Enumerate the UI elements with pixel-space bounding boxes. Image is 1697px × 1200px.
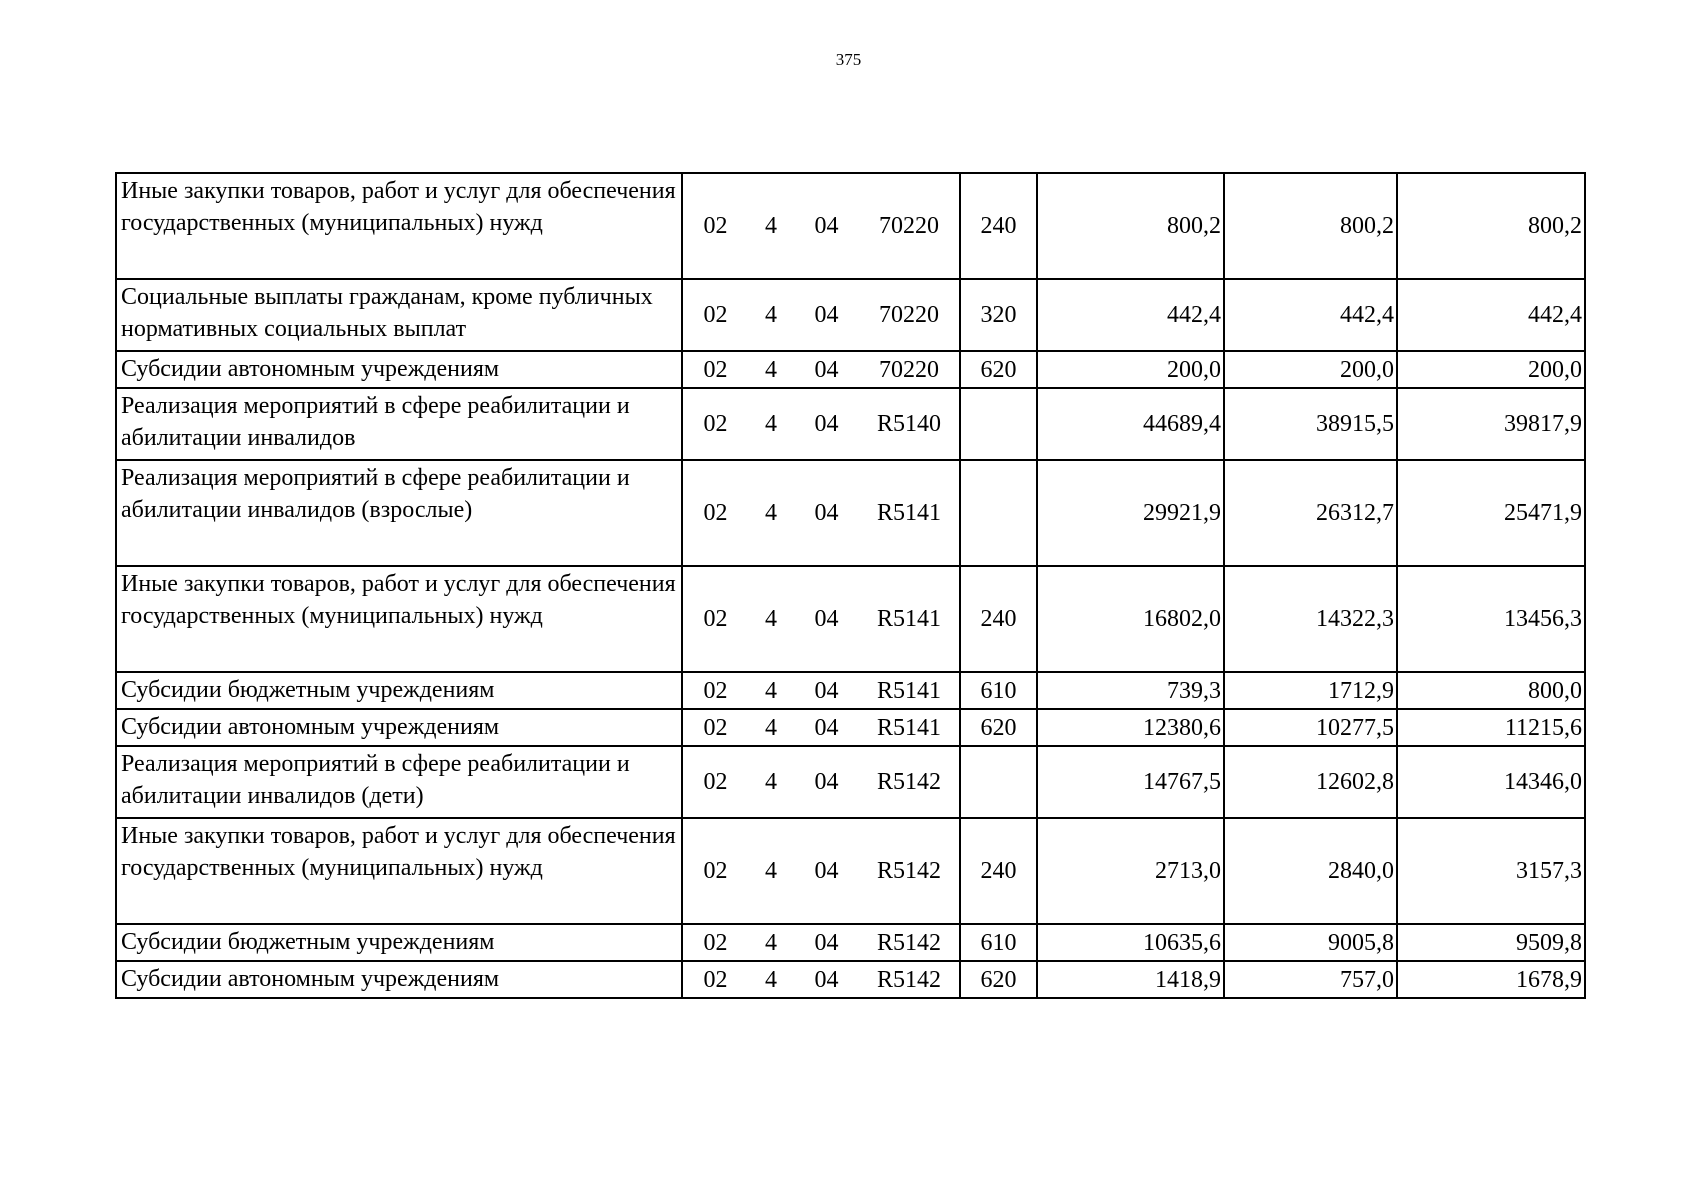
code-main-event: 04 xyxy=(814,356,839,383)
code-cell xyxy=(682,388,960,460)
code-direction: R5141 xyxy=(876,606,941,632)
value-year1-cell: 200,0 xyxy=(1037,351,1224,388)
code-program: 02 xyxy=(703,606,728,632)
value-year3-cell: 3157,3 xyxy=(1397,818,1585,924)
value-year2-cell: 1712,9 xyxy=(1224,672,1397,709)
value-year2-cell: 10277,5 xyxy=(1224,709,1397,746)
code-cell xyxy=(682,672,960,709)
value-year2-cell: 200,0 xyxy=(1224,351,1397,388)
code-program: 02 xyxy=(703,929,728,956)
table-row xyxy=(116,672,1585,709)
code-program: 02 xyxy=(703,966,728,993)
table-row xyxy=(116,388,1585,460)
code-main-event: 04 xyxy=(814,500,839,526)
expense-type-cell: 620 xyxy=(960,351,1037,388)
expense-type-cell: 620 xyxy=(960,709,1037,746)
budget-table xyxy=(115,172,1586,999)
expense-type-cell: 610 xyxy=(960,924,1037,961)
table-row xyxy=(116,279,1585,351)
row-name-cell: Субсидии автономным учреждениям xyxy=(116,961,682,998)
value-year2-cell: 38915,5 xyxy=(1224,388,1397,460)
row-name-cell: Субсидии бюджетным учреждениям xyxy=(116,672,682,709)
value-year1-cell: 2713,0 xyxy=(1037,818,1224,924)
row-name-cell: Субсидии автономным учреждениям xyxy=(116,351,682,388)
code-direction: 70220 xyxy=(879,302,939,328)
value-year2-cell: 26312,7 xyxy=(1224,460,1397,566)
code-cell xyxy=(682,173,960,279)
value-year1-cell: 739,3 xyxy=(1037,672,1224,709)
value-year1-cell: 29921,9 xyxy=(1037,460,1224,566)
code-direction: R5142 xyxy=(876,769,941,795)
code-main-event: 04 xyxy=(814,929,839,956)
code-program: 02 xyxy=(703,213,728,239)
value-year3-cell: 14346,0 xyxy=(1397,746,1585,818)
expense-type-cell: 240 xyxy=(960,818,1037,924)
value-year3-cell: 25471,9 xyxy=(1397,460,1585,566)
table-row xyxy=(116,351,1585,388)
code-direction: R5141 xyxy=(876,677,941,704)
code-main-event: 04 xyxy=(814,858,839,884)
row-name-cell: Реализация мероприятий в сфере реабилитации и абилитации инвалидов (дети) xyxy=(116,746,682,818)
value-year3-cell: 800,0 xyxy=(1397,672,1585,709)
row-name-cell: Субсидии бюджетным учреждениям xyxy=(116,924,682,961)
value-year2-cell: 757,0 xyxy=(1224,961,1397,998)
code-cell xyxy=(682,961,960,998)
value-year3-cell: 442,4 xyxy=(1397,279,1585,351)
code-cell xyxy=(682,709,960,746)
code-main-event: 04 xyxy=(814,966,839,993)
value-year2-cell: 14322,3 xyxy=(1224,566,1397,672)
code-direction: R5142 xyxy=(876,858,941,884)
value-year1-cell: 10635,6 xyxy=(1037,924,1224,961)
code-direction: R5142 xyxy=(876,966,941,993)
code-cell xyxy=(682,924,960,961)
value-year1-cell: 442,4 xyxy=(1037,279,1224,351)
code-subprogram: 4 xyxy=(765,858,777,884)
code-subprogram: 4 xyxy=(765,606,777,632)
table-row xyxy=(116,566,1585,672)
row-name-cell: Реализация мероприятий в сфере реабилитации и абилитации инвалидов xyxy=(116,388,682,460)
page-number: 375 xyxy=(835,50,862,69)
value-year2-cell: 800,2 xyxy=(1224,173,1397,279)
code-cell xyxy=(682,460,960,566)
code-program: 02 xyxy=(703,500,728,526)
row-name-cell: Иные закупки товаров, работ и услуг для обеспечения государственных (муниципальных) нужд xyxy=(116,566,682,672)
code-main-event: 04 xyxy=(814,213,839,239)
table-row xyxy=(116,961,1585,998)
code-main-event: 04 xyxy=(814,411,839,437)
expense-type-cell: 240 xyxy=(960,566,1037,672)
table-row xyxy=(116,746,1585,818)
code-program: 02 xyxy=(703,411,728,437)
code-subprogram: 4 xyxy=(765,677,777,704)
code-program: 02 xyxy=(703,302,728,328)
code-direction: R5140 xyxy=(876,411,941,437)
code-subprogram: 4 xyxy=(765,302,777,328)
value-year3-cell: 800,2 xyxy=(1397,173,1585,279)
table-row xyxy=(116,709,1585,746)
value-year1-cell: 800,2 xyxy=(1037,173,1224,279)
code-subprogram: 4 xyxy=(765,929,777,956)
code-main-event: 04 xyxy=(814,769,839,795)
code-subprogram: 4 xyxy=(765,769,777,795)
expense-type-cell: 240 xyxy=(960,173,1037,279)
value-year3-cell: 13456,3 xyxy=(1397,566,1585,672)
code-program: 02 xyxy=(703,769,728,795)
code-direction: R5142 xyxy=(876,929,941,956)
code-program: 02 xyxy=(703,677,728,704)
value-year2-cell: 442,4 xyxy=(1224,279,1397,351)
code-subprogram: 4 xyxy=(765,500,777,526)
table-row xyxy=(116,173,1585,279)
expense-type-cell xyxy=(960,460,1037,566)
row-name-cell: Иные закупки товаров, работ и услуг для обеспечения государственных (муниципальных) нужд xyxy=(116,818,682,924)
value-year3-cell: 9509,8 xyxy=(1397,924,1585,961)
code-direction: R5141 xyxy=(876,500,941,526)
code-program: 02 xyxy=(703,714,728,741)
value-year2-cell: 12602,8 xyxy=(1224,746,1397,818)
value-year2-cell: 9005,8 xyxy=(1224,924,1397,961)
table-row xyxy=(116,924,1585,961)
table-row xyxy=(116,818,1585,924)
expense-type-cell: 320 xyxy=(960,279,1037,351)
code-direction: 70220 xyxy=(879,213,939,239)
value-year3-cell: 200,0 xyxy=(1397,351,1585,388)
code-cell xyxy=(682,566,960,672)
row-name-cell: Иные закупки товаров, работ и услуг для обеспечения государственных (муниципальных) нужд xyxy=(116,173,682,279)
code-subprogram: 4 xyxy=(765,966,777,993)
value-year3-cell: 11215,6 xyxy=(1397,709,1585,746)
expense-type-cell: 610 xyxy=(960,672,1037,709)
code-direction: 70220 xyxy=(879,356,939,383)
table-row xyxy=(116,460,1585,566)
expense-type-cell xyxy=(960,746,1037,818)
value-year1-cell: 44689,4 xyxy=(1037,388,1224,460)
row-name-cell: Субсидии автономным учреждениям xyxy=(116,709,682,746)
row-name-cell: Социальные выплаты гражданам, кроме публичных нормативных социальных выплат xyxy=(116,279,682,351)
value-year3-cell: 39817,9 xyxy=(1397,388,1585,460)
code-cell xyxy=(682,818,960,924)
table-body xyxy=(116,173,1585,998)
code-cell xyxy=(682,279,960,351)
value-year1-cell: 12380,6 xyxy=(1037,709,1224,746)
code-subprogram: 4 xyxy=(765,714,777,741)
code-subprogram: 4 xyxy=(765,213,777,239)
value-year2-cell: 2840,0 xyxy=(1224,818,1397,924)
code-program: 02 xyxy=(703,858,728,884)
code-program: 02 xyxy=(703,356,728,383)
code-main-event: 04 xyxy=(814,677,839,704)
code-subprogram: 4 xyxy=(765,411,777,437)
code-main-event: 04 xyxy=(814,714,839,741)
value-year1-cell: 14767,5 xyxy=(1037,746,1224,818)
code-direction: R5141 xyxy=(876,714,941,741)
code-subprogram: 4 xyxy=(765,356,777,383)
expense-type-cell: 620 xyxy=(960,961,1037,998)
expense-type-cell xyxy=(960,388,1037,460)
code-cell xyxy=(682,746,960,818)
row-name-cell: Реализация мероприятий в сфере реабилитации и абилитации инвалидов (взрослые) xyxy=(116,460,682,566)
value-year1-cell: 1418,9 xyxy=(1037,961,1224,998)
value-year1-cell: 16802,0 xyxy=(1037,566,1224,672)
code-main-event: 04 xyxy=(814,302,839,328)
code-main-event: 04 xyxy=(814,606,839,632)
value-year3-cell: 1678,9 xyxy=(1397,961,1585,998)
code-cell xyxy=(682,351,960,388)
